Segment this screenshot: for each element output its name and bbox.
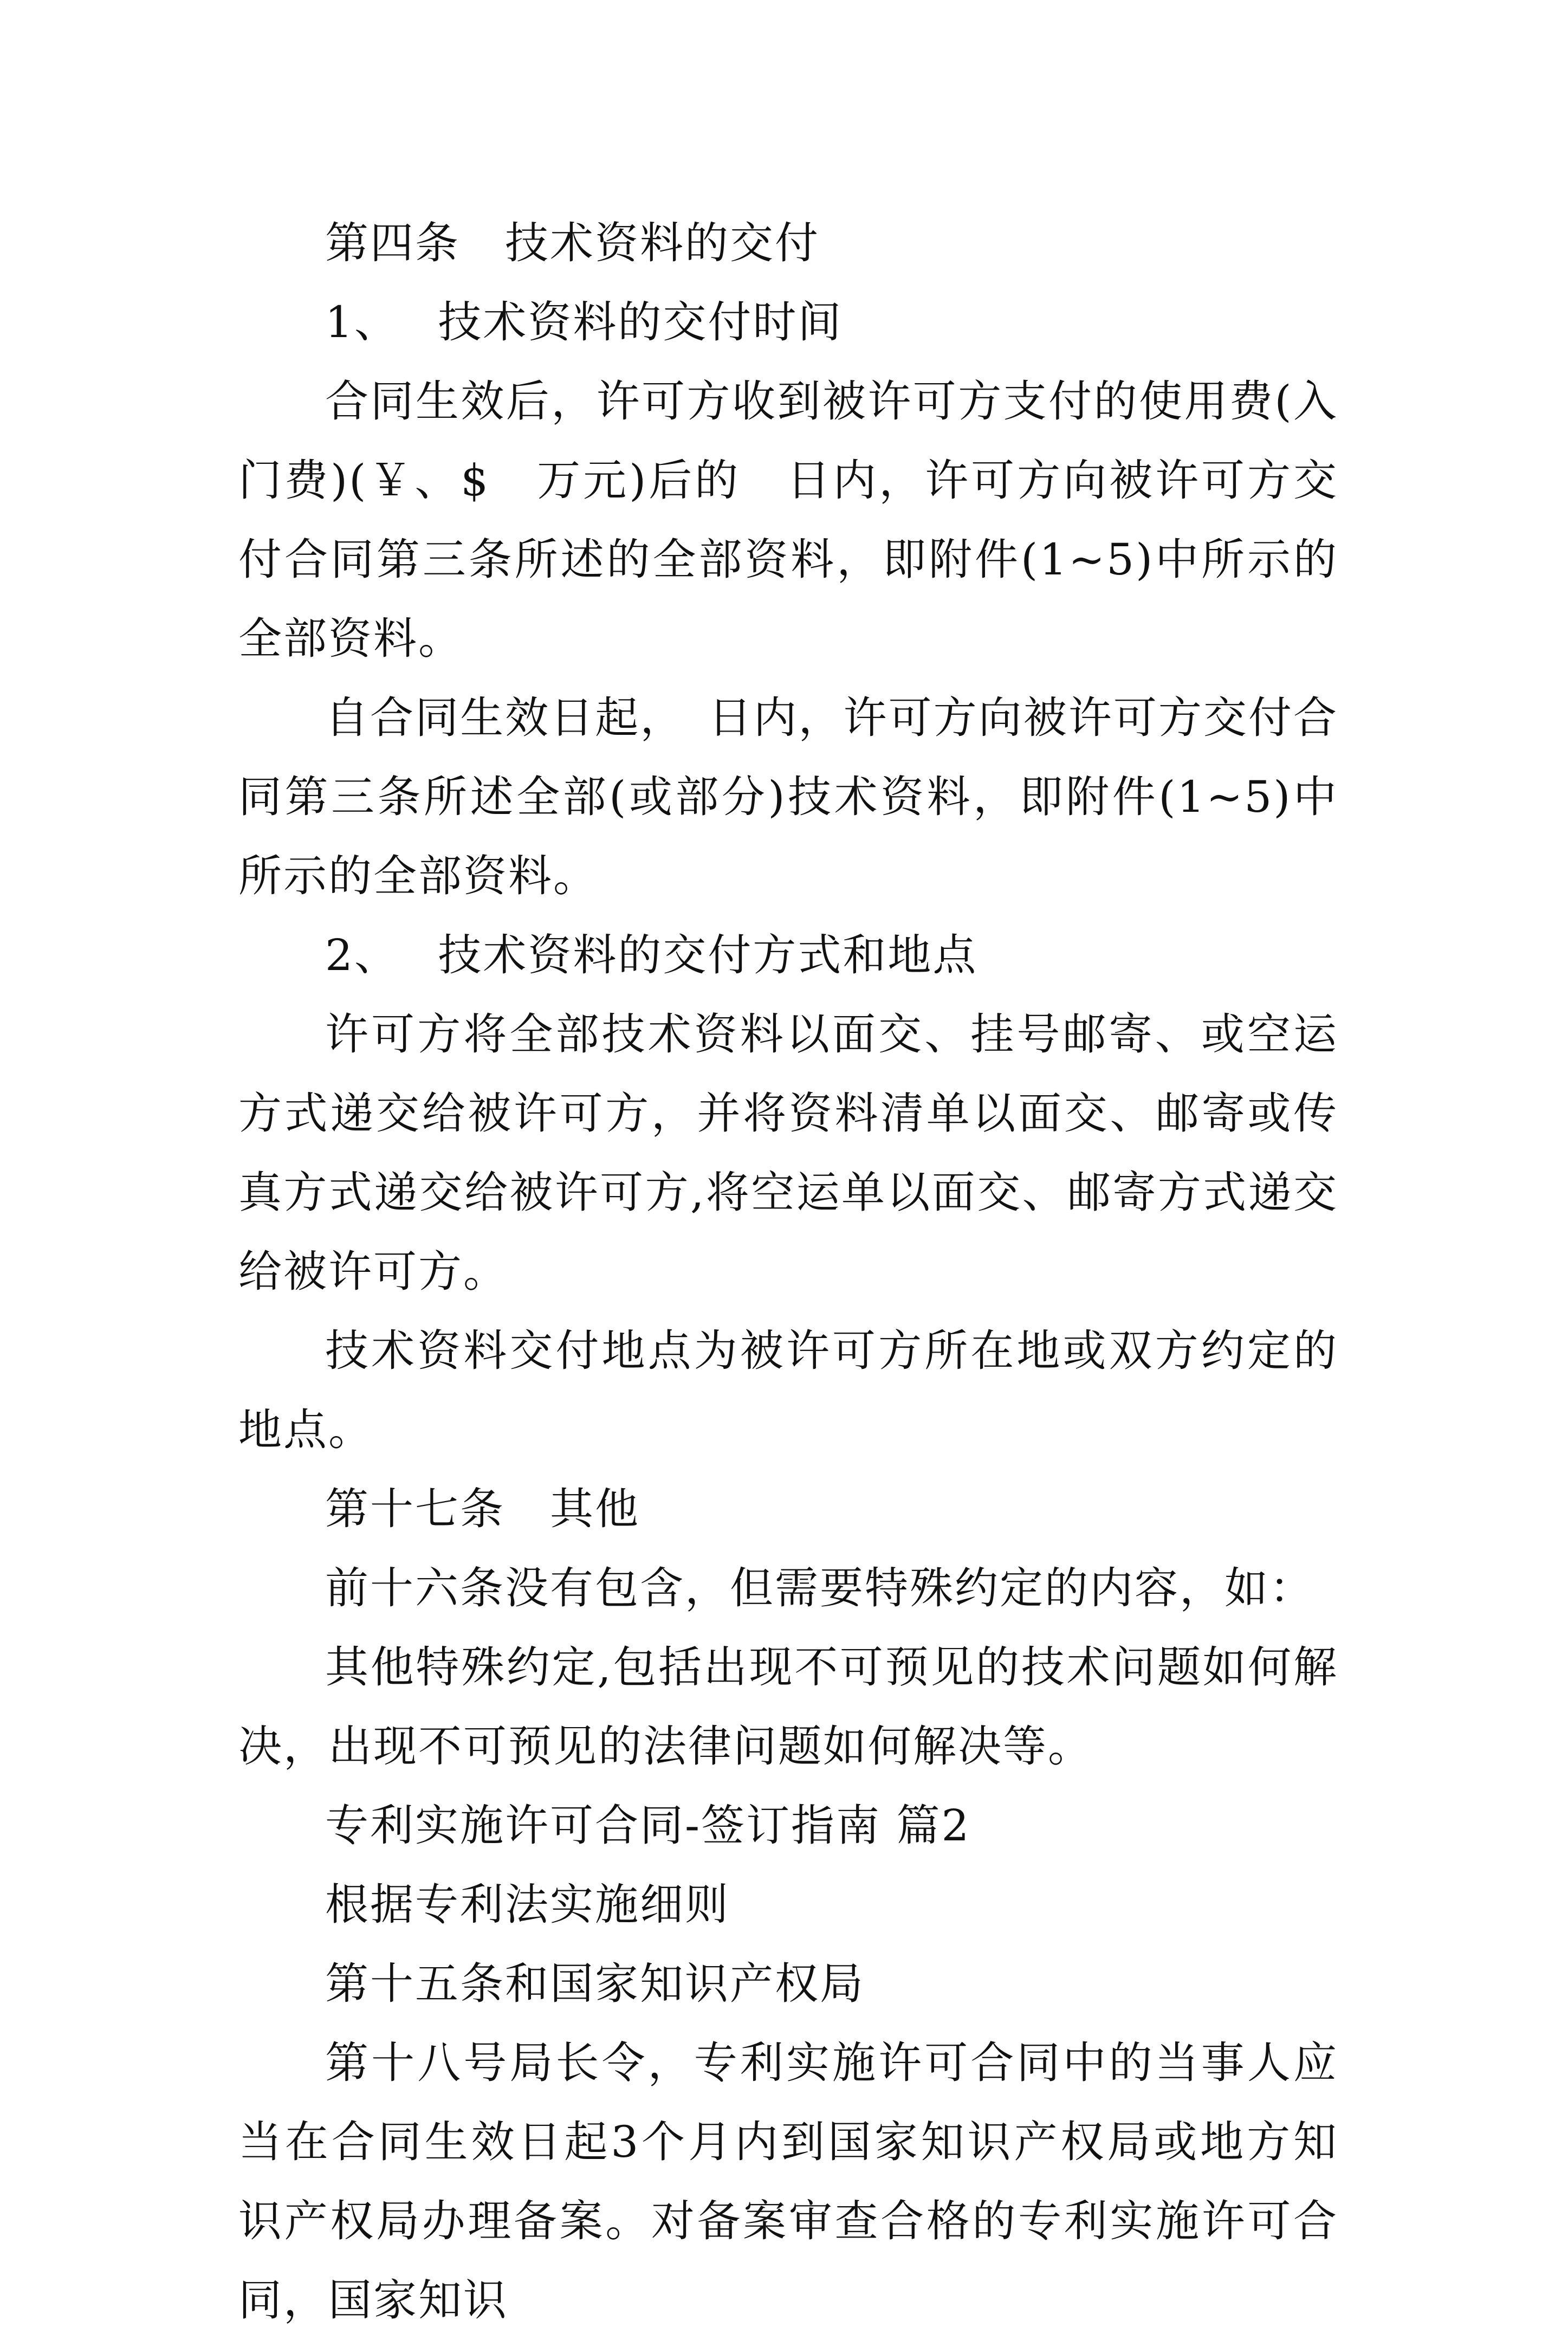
section-heading-article-17: 第十七条 其他 <box>325 1484 640 1534</box>
paragraph: 第十五条和国家知识产权局 <box>325 1958 865 2009</box>
subheading-delivery-time: 1、 技术资料的交付时间 <box>325 297 843 347</box>
document-body <box>238 204 1338 2340</box>
document-title-part-2: 专利实施许可合同-签订指南 篇2 <box>325 1800 971 1851</box>
paragraph: 技术资料交付地点为被许可方所在地或双方约定的地点。 <box>238 1326 1338 1455</box>
paragraph: 根据专利法实施细则 <box>325 1879 730 1930</box>
paragraph: 其他特殊约定,包括出现不可预见的技术问题如何解决，出现不可预见的法律问题如何解决等。 <box>238 1642 1338 1772</box>
paragraph: 许可方将全部技术资料以面交、挂号邮寄、或空运方式递交给被许可方，并将资料清单以面交、邮寄或传真方式递交给被许可方,将空运单以面交、邮寄方式递交给被许可方。 <box>238 1009 1338 1297</box>
subheading-delivery-method: 2、 技术资料的交付方式和地点 <box>325 930 978 980</box>
paragraph: 合同生效后，许可方收到被许可方支付的使用费(入门费)(￥、$ 万元)后的 日内，许可方向被许可方交付合同第三条所述的全部资料，即附件(1~5)中所示的全部资料。 <box>238 376 1338 664</box>
section-heading-article-4: 第四条 技术资料的交付 <box>325 218 820 268</box>
paragraph: 第十八号局长令，专利实施许可合同中的当事人应当在合同生效日起3个月内到国家知识产权局或地方知识产权局办理备案。对备案审查合格的专利实施许可合同，国家知识 <box>238 2038 1338 2325</box>
paragraph: 自合同生效日起， 日内，许可方向被许可方交付合同第三条所述全部(或部分)技术资料，即附件(1~5)中所示的全部资料。 <box>238 693 1338 901</box>
paragraph: 前十六条没有包含，但需要特殊约定的内容，如： <box>325 1563 1314 1613</box>
